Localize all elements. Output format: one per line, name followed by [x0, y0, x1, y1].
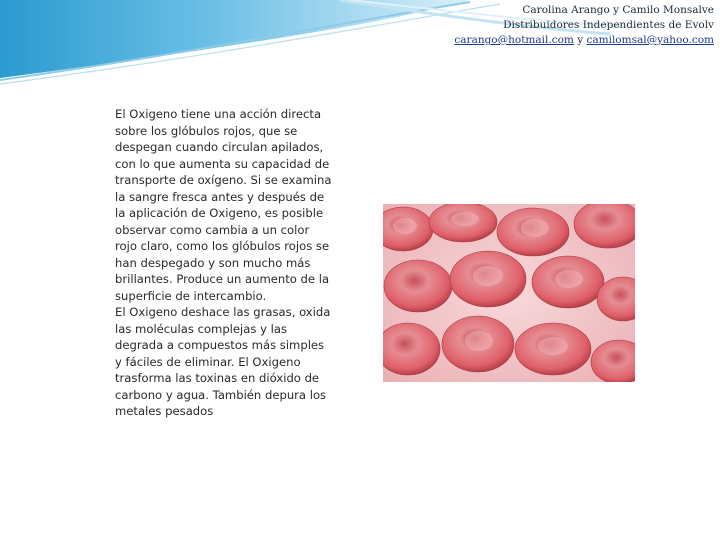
header-contact — [454, 3, 714, 48]
paragraph-1: El Oxigeno tiene una acción directa sobre los glóbulos rojos, que se despegan cuando circulan apilados, con lo que aumenta su capacidad de transporte de oxígeno. Si se examina la sangre fresca antes y después de la aplicación de Oxigeno, es posible observar como cambia a un color rojo claro, como los glóbulos rojos se han despegado y son mucho más brillantes. Produce un aumento de la superficie de intercambio. — [115, 107, 332, 303]
body-text — [115, 106, 333, 420]
email-link-2[interactable]: camilomsal@yahoo.com — [586, 34, 714, 46]
header-emails — [454, 33, 714, 48]
header-names: Carolina Arango y Camilo Monsalve — [522, 4, 714, 16]
email-link-1[interactable]: carango@hotmail.com — [454, 34, 574, 46]
email-connector: y — [573, 34, 587, 46]
paragraph-2: El Oxigeno deshace las grasas, oxida las moléculas complejas y las degrada a compuestos más simples y fáciles de eliminar. El Oxigeno trasforma las toxinas en dióxido de carbono y agua. También depura los metales pesados — [115, 305, 331, 418]
red-blood-cells-photo — [383, 204, 635, 382]
header-subtitle: Distribuidores Independientes de Evolv — [503, 19, 714, 31]
